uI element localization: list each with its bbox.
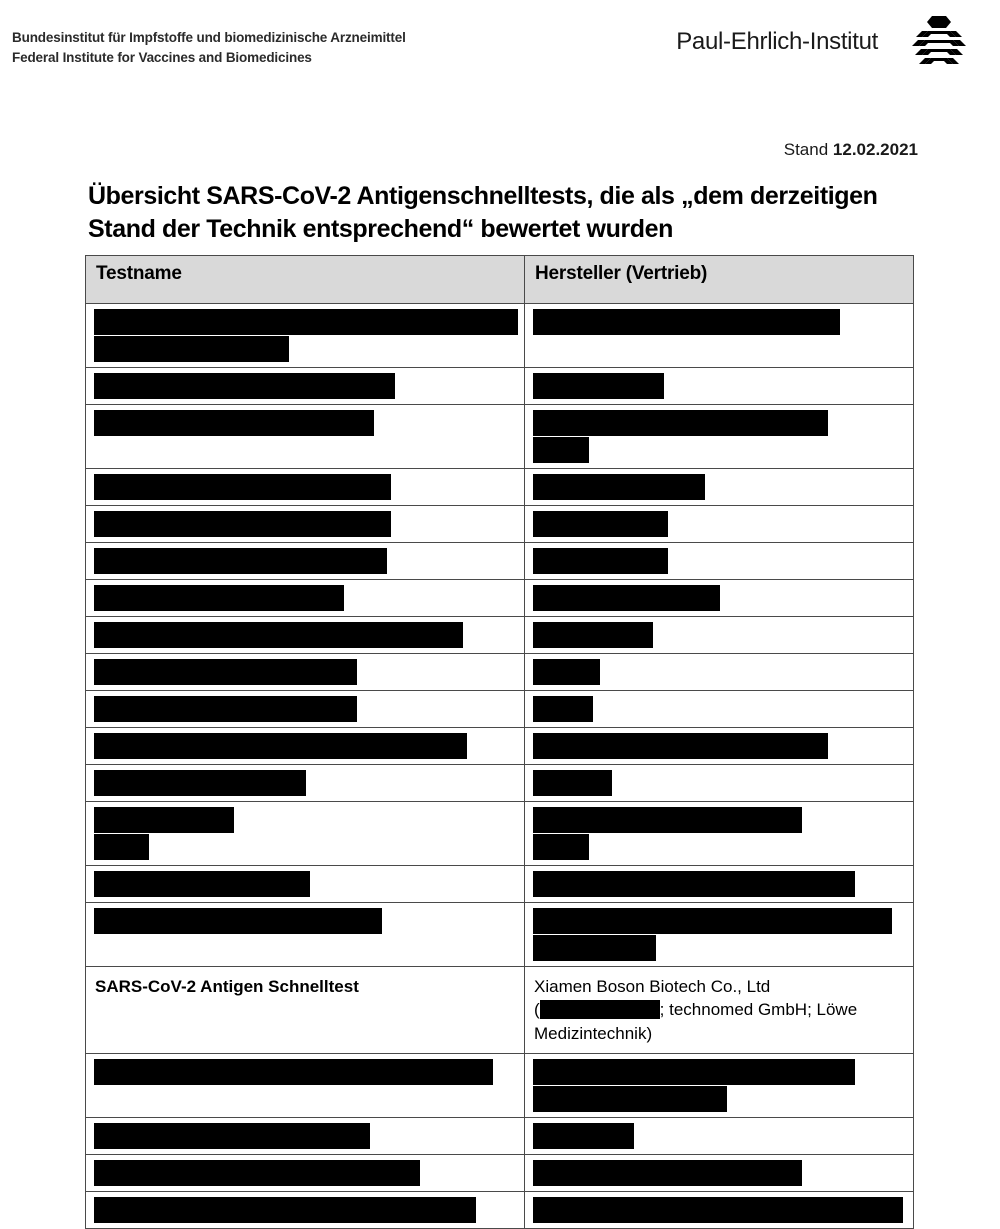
table-row bbox=[86, 1118, 914, 1155]
redacted-content bbox=[525, 506, 913, 542]
cell-hersteller bbox=[525, 304, 914, 368]
cell-hersteller bbox=[525, 967, 914, 1054]
hersteller-line-2-text: ; technomed GmbH; Löwe bbox=[659, 1000, 858, 1020]
cell-hersteller bbox=[525, 654, 914, 691]
cell-testname bbox=[86, 304, 525, 368]
table-row bbox=[86, 1155, 914, 1192]
redaction-bar bbox=[533, 373, 664, 399]
cell-hersteller bbox=[525, 543, 914, 580]
cell-hersteller bbox=[525, 469, 914, 506]
redacted-content bbox=[525, 802, 913, 865]
redaction-bar bbox=[533, 834, 589, 860]
table-row bbox=[86, 580, 914, 617]
redaction-bar bbox=[533, 437, 589, 463]
redacted-content bbox=[86, 802, 524, 865]
cell-hersteller bbox=[525, 802, 914, 866]
table-header bbox=[86, 256, 914, 304]
redacted-content bbox=[525, 405, 913, 468]
cell-hersteller bbox=[525, 617, 914, 654]
cell-hersteller bbox=[525, 765, 914, 802]
cell-testname bbox=[86, 802, 525, 866]
redaction-bar-inline bbox=[540, 1000, 660, 1019]
stand-label: Stand bbox=[783, 140, 829, 159]
redaction-bar bbox=[94, 474, 391, 500]
redaction-bar bbox=[94, 1160, 420, 1186]
cell-hersteller bbox=[525, 405, 914, 469]
column-header-hersteller: Hersteller (Vertrieb) bbox=[525, 256, 914, 304]
table-body bbox=[86, 304, 914, 1229]
institute-name-de: Bundesinstitut für Impfstoffe und biomedizinische Arzneimittel bbox=[12, 30, 406, 45]
testname-value: SARS-CoV-2 Antigen Schnelltest bbox=[95, 977, 359, 996]
cell-hersteller bbox=[525, 1155, 914, 1192]
letterhead bbox=[0, 0, 1000, 100]
redacted-content bbox=[525, 469, 913, 505]
cell-hersteller bbox=[525, 903, 914, 967]
redacted-content bbox=[86, 368, 524, 404]
institute-name-en: Federal Institute for Vaccines and Biomedicines bbox=[12, 49, 312, 65]
cell-testname bbox=[86, 368, 525, 405]
table-row bbox=[86, 469, 914, 506]
redacted-content bbox=[86, 580, 524, 616]
cell-hersteller bbox=[525, 1054, 914, 1118]
redaction-bar bbox=[94, 548, 387, 574]
cell-testname bbox=[86, 405, 525, 469]
cell-testname bbox=[86, 1118, 525, 1155]
stand-value: 12.02.2021 bbox=[832, 140, 918, 159]
cell-testname bbox=[86, 580, 525, 617]
table-row bbox=[86, 304, 914, 368]
table-row bbox=[86, 543, 914, 580]
cell-testname bbox=[86, 543, 525, 580]
redaction-bar bbox=[533, 871, 855, 897]
redaction-bar bbox=[94, 622, 463, 648]
table-row bbox=[86, 1054, 914, 1118]
redaction-bar bbox=[94, 696, 357, 722]
table-row bbox=[86, 903, 914, 967]
cell-hersteller bbox=[525, 866, 914, 903]
redaction-bar bbox=[533, 807, 802, 833]
redaction-bar bbox=[94, 871, 310, 897]
redaction-bar bbox=[94, 908, 382, 934]
redacted-content bbox=[86, 866, 524, 902]
redacted-content bbox=[86, 506, 524, 542]
redacted-content bbox=[86, 543, 524, 579]
redacted-content bbox=[525, 1118, 913, 1154]
redaction-bar bbox=[533, 1086, 727, 1112]
redaction-bar bbox=[94, 585, 344, 611]
table-row bbox=[86, 654, 914, 691]
cell-testname bbox=[86, 728, 525, 765]
column-header-testname: Testname bbox=[86, 256, 525, 304]
hersteller-line-3: Medizintechnik) bbox=[534, 1023, 653, 1043]
redacted-content bbox=[86, 728, 524, 764]
redaction-bar bbox=[533, 935, 656, 961]
open-paren: ( bbox=[534, 1000, 540, 1020]
redacted-content bbox=[86, 1054, 524, 1090]
cell-testname bbox=[86, 617, 525, 654]
redaction-bar bbox=[94, 336, 289, 362]
redaction-bar bbox=[533, 309, 840, 335]
redaction-bar bbox=[533, 474, 705, 500]
redacted-content bbox=[525, 368, 913, 404]
redacted-content bbox=[525, 304, 913, 340]
redacted-content bbox=[525, 866, 913, 902]
cell-hersteller bbox=[525, 506, 914, 543]
cell-testname bbox=[86, 903, 525, 967]
redacted-content bbox=[525, 580, 913, 616]
redacted-content bbox=[525, 765, 913, 801]
redacted-content bbox=[86, 691, 524, 727]
cell-testname bbox=[86, 691, 525, 728]
redaction-bar bbox=[94, 770, 306, 796]
table-row bbox=[86, 405, 914, 469]
tests-table-container bbox=[85, 255, 913, 1229]
redaction-bar bbox=[94, 309, 518, 335]
hersteller-value bbox=[525, 967, 913, 1053]
redaction-bar bbox=[94, 1123, 370, 1149]
brand-wordmark: Paul-Ehrlich-Institut bbox=[676, 28, 878, 55]
redacted-content bbox=[525, 728, 913, 764]
redaction-bar bbox=[533, 770, 612, 796]
redacted-content bbox=[86, 903, 524, 939]
redacted-content bbox=[525, 654, 913, 690]
redaction-bar bbox=[533, 511, 668, 537]
redacted-content bbox=[525, 617, 913, 653]
institute-names bbox=[12, 28, 406, 67]
table-row bbox=[86, 368, 914, 405]
cell-hersteller bbox=[525, 1118, 914, 1155]
pei-bee-logo-icon bbox=[906, 14, 972, 72]
redacted-content bbox=[86, 1118, 524, 1154]
redacted-content bbox=[525, 903, 913, 966]
redacted-content bbox=[525, 1192, 913, 1228]
redaction-bar bbox=[94, 1059, 493, 1085]
redaction-bar bbox=[533, 548, 668, 574]
redaction-bar bbox=[94, 733, 467, 759]
cell-hersteller bbox=[525, 580, 914, 617]
redacted-content bbox=[86, 765, 524, 801]
cell-hersteller bbox=[525, 368, 914, 405]
table-row bbox=[86, 967, 914, 1054]
redacted-content bbox=[86, 1192, 524, 1228]
cell-testname bbox=[86, 506, 525, 543]
table-row bbox=[86, 765, 914, 802]
redaction-bar bbox=[94, 807, 234, 833]
redacted-content bbox=[86, 654, 524, 690]
redaction-bar bbox=[533, 733, 828, 759]
redaction-bar bbox=[94, 1197, 476, 1223]
cell-testname bbox=[86, 654, 525, 691]
redacted-content bbox=[86, 1155, 524, 1191]
table-row bbox=[86, 866, 914, 903]
redaction-bar bbox=[533, 1123, 634, 1149]
cell-testname bbox=[86, 967, 525, 1054]
redaction-bar bbox=[533, 410, 828, 436]
redaction-bar bbox=[94, 410, 374, 436]
redacted-content bbox=[86, 617, 524, 653]
cell-testname bbox=[86, 469, 525, 506]
redacted-content bbox=[86, 304, 524, 367]
tests-table bbox=[85, 255, 914, 1229]
redaction-bar bbox=[533, 908, 892, 934]
redaction-bar bbox=[533, 1197, 903, 1223]
redacted-content bbox=[525, 1054, 913, 1117]
redaction-bar bbox=[94, 834, 149, 860]
redaction-bar bbox=[94, 511, 391, 537]
page-title: Übersicht SARS-CoV-2 Antigenschnelltests, die als „dem derzeitigen Stand der Technik entsprechend“ bewertet wurden bbox=[88, 181, 878, 243]
table-row bbox=[86, 1192, 914, 1229]
cell-testname bbox=[86, 1192, 525, 1229]
cell-testname bbox=[86, 765, 525, 802]
redacted-content bbox=[525, 1155, 913, 1191]
redaction-bar bbox=[533, 585, 720, 611]
redaction-bar bbox=[94, 659, 357, 685]
table-row bbox=[86, 802, 914, 866]
hersteller-line-1: Xiamen Boson Biotech Co., Ltd bbox=[534, 977, 771, 996]
cell-testname bbox=[86, 1155, 525, 1192]
redacted-content bbox=[525, 691, 913, 727]
redaction-bar bbox=[533, 622, 653, 648]
cell-hersteller bbox=[525, 728, 914, 765]
redacted-content bbox=[86, 405, 524, 441]
redaction-bar bbox=[533, 696, 593, 722]
table-row bbox=[86, 728, 914, 765]
redacted-content bbox=[525, 543, 913, 579]
redacted-content bbox=[86, 469, 524, 505]
cell-hersteller bbox=[525, 1192, 914, 1229]
redaction-bar bbox=[533, 1059, 855, 1085]
cell-testname bbox=[86, 866, 525, 903]
redaction-bar bbox=[533, 1160, 802, 1186]
redaction-bar bbox=[94, 373, 395, 399]
redaction-bar bbox=[533, 659, 600, 685]
table-header-row bbox=[86, 256, 914, 304]
table-row bbox=[86, 691, 914, 728]
table-row bbox=[86, 617, 914, 654]
table-row bbox=[86, 506, 914, 543]
cell-testname bbox=[86, 1054, 525, 1118]
cell-hersteller bbox=[525, 691, 914, 728]
hersteller-line-2 bbox=[534, 998, 907, 1021]
stand-date bbox=[784, 140, 918, 160]
